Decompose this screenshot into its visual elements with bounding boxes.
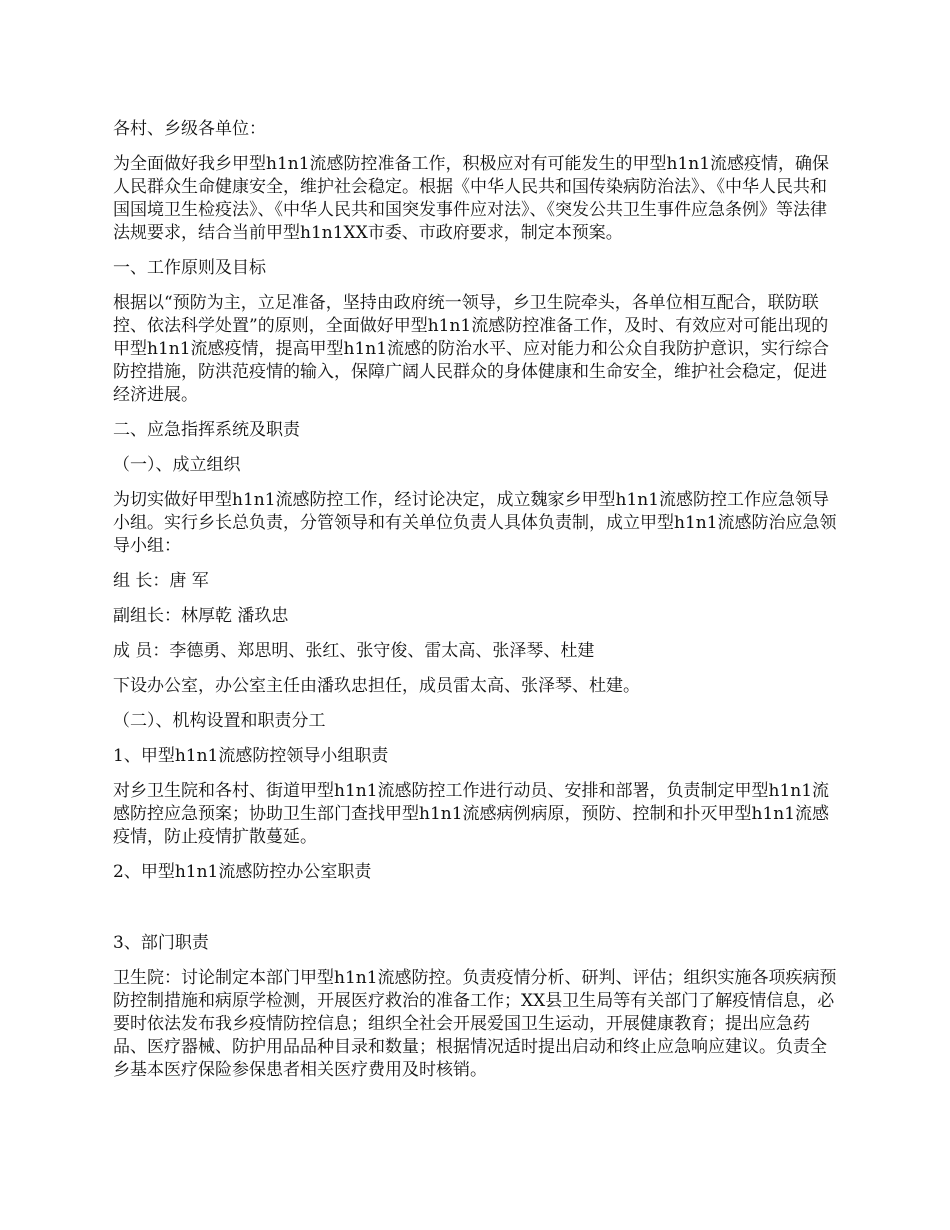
members-line: 成 员：李德勇、郑思明、张红、张守俊、雷太高、张泽琴、杜建 (113, 641, 595, 661)
item-1-title: 1、甲型h1n1流感防控领导小组职责 (113, 746, 389, 766)
section-1-title: 一、工作原则及目标 (113, 258, 266, 278)
item-2-title: 2、甲型h1n1流感防控办公室职责 (113, 862, 372, 882)
deputy-line: 副组长：林厚乾 潘玖忠 (113, 606, 289, 626)
item-3-title: 3、部门职责 (113, 933, 209, 953)
item-1-body: 对乡卫生院和各村、街道甲型h1n1流感防控工作进行动员、安排和部署，负责制定甲型h1n1流感防控应急预案；协助卫生部门查找甲型h1n1流感病例病原，预防、控制和扑灭甲型h1n1流感疫情，防止疫情扩散蔓延。 (113, 781, 830, 847)
document-page (113, 118, 843, 1094)
intro-paragraph: 为全面做好我乡甲型h1n1流感防控准备工作，积极应对有可能发生的甲型h1n1流感疫情，确保人民群众生命健康安全，维护社会稳定。根据《中华人民共和国传染病防治法》、《中华人民共和国国境卫生检疫法》、《中华人民共和国突发事件应对法》、《突发公共卫生事件应急条例》等法律法规要求，结合当前甲型h1n1XX市委、市政府要求，制定本预案。 (113, 154, 830, 243)
subsection-2-title: （二）、机构设置和职责分工 (113, 711, 326, 731)
leader-line: 组 长：唐 军 (113, 571, 209, 591)
office-line: 下设办公室，办公室主任由潘玖忠担任，成员雷太高、张泽琴、杜建。 (113, 676, 640, 696)
salutation: 各村、乡级各单位： (113, 119, 266, 139)
section-2-title: 二、应急指挥系统及职责 (113, 420, 300, 440)
item-3-body: 卫生院：讨论制定本部门甲型h1n1流感防控。负责疫情分析、研判、评估；组织实施各项疾病预防控制措施和病原学检测，开展医疗救治的准备工作；XX县卫生局等有关部门了解疫情信息，必要时依法发布我乡疫情防控信息；组织全社会开展爱国卫生运动，开展健康教育；提出应急药品、医疗器械、防护用品品种目录和数量；根据情况适时提出启动和终止应急响应建议。负责全乡基本医疗保险参保患者相关医疗费用及时核销。 (113, 968, 837, 1080)
subsection-1-body: 为切实做好甲型h1n1流感防控工作，经讨论决定，成立魏家乡甲型h1n1流感防控工作应急领导小组。实行乡长总负责，分管领导和有关单位负责人具体负责制，成立甲型h1n1流感防治应急领导小组： (113, 490, 837, 556)
blank-gap (113, 896, 843, 932)
section-1-body: 根据以“预防为主，立足准备，坚持由政府统一领导，乡卫生院牵头，各单位相互配合，联防联控、依法科学处置”的原则，全面做好甲型h1n1流感防控准备工作，及时、有效应对可能出现的甲型h1n1流感疫情，提高甲型h1n1流感的防治水平、应对能力和公众自我防护意识，实行综合防控措施，防洪范疫情的输入，保障广阔人民群众的身体健康和生命安全，维护社会稳定，促进经济进展。 (113, 293, 830, 405)
subsection-1-title: （一）、成立组织 (113, 455, 241, 475)
